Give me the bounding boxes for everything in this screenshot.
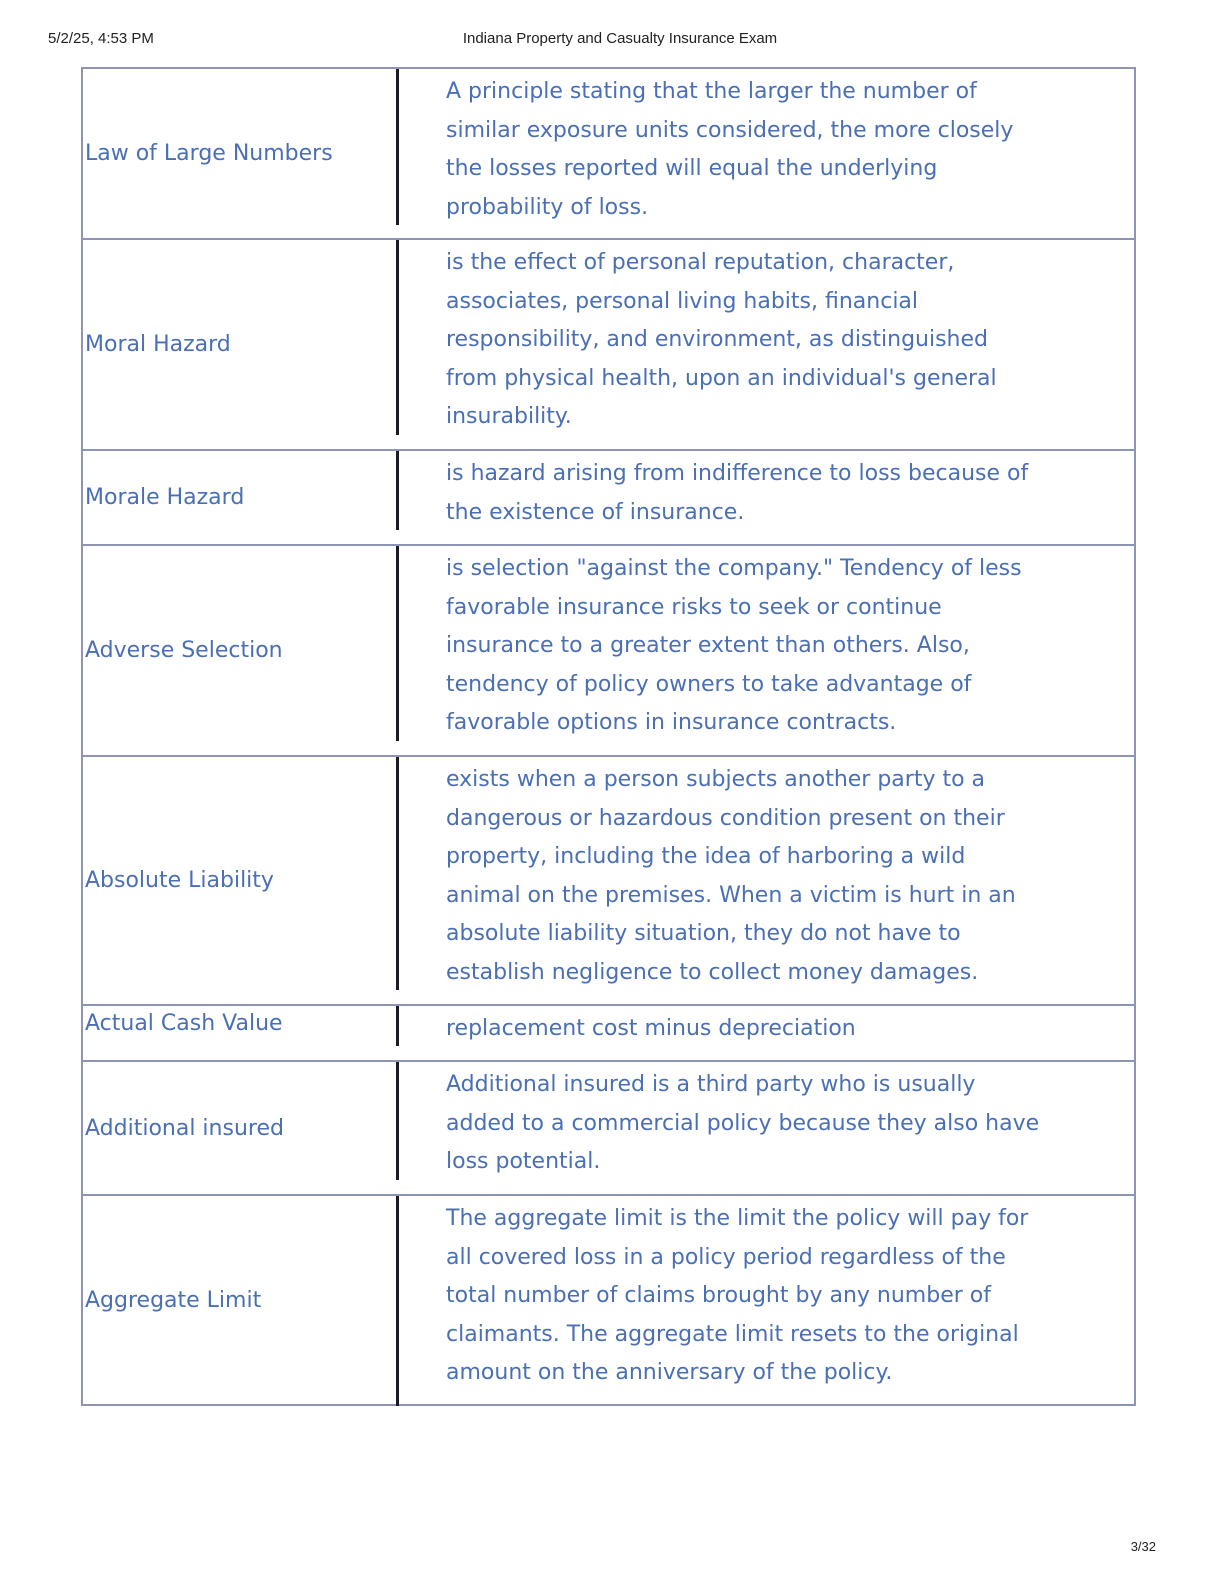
flashcard-definition: A principle stating that the larger the number of similar exposure units considered, the more closely the losses reported will equal the underlying probability of loss. — [446, 79, 1014, 220]
flashcard-definition: Additional insured is a third party who is usually added to a commercial policy because they also have loss potential. — [446, 1072, 1040, 1175]
page-number: 3/32 — [1130, 1539, 1156, 1554]
flashcard-divider — [396, 757, 399, 990]
flashcard-divider — [396, 1062, 399, 1180]
flashcard-definition: is selection "against the company." Tendency of less favorable insurance risks to seek or continue insurance to a greater extent than others. Also, tendency of policy owners to take advantage of favorable options in insurance contracts. — [446, 556, 1022, 736]
flashcard-term: Adverse Selection — [85, 638, 283, 663]
flashcard-divider — [396, 69, 399, 225]
flashcard-term: Actual Cash Value — [85, 1011, 283, 1036]
flashcard-divider — [396, 451, 399, 530]
flashcard-definition: replacement cost minus depreciation — [446, 1016, 856, 1041]
flashcard — [81, 544, 1136, 757]
flashcard — [81, 1060, 1136, 1196]
flashcard-definition: is the effect of personal reputation, character, associates, personal living habits, financial responsibility, and environment, as distinguished from physical health, upon an individual's general insurability. — [446, 250, 997, 430]
document-title: Indiana Property and Casualty Insurance Exam — [462, 30, 778, 47]
flashcard — [81, 1194, 1136, 1406]
flashcard — [81, 1004, 1136, 1062]
flashcard-term: Moral Hazard — [85, 332, 231, 357]
flashcard-divider — [396, 1196, 399, 1406]
flashcard-definition: is hazard arising from indifference to loss because of the existence of insurance. — [446, 461, 1029, 525]
flashcard-divider — [396, 1006, 399, 1046]
flashcard-term: Morale Hazard — [85, 485, 245, 510]
flashcard-definition: exists when a person subjects another party to a dangerous or hazardous condition present on their property, including the idea of harboring a wild animal on the premises. When a victim is hurt in an absolute liability situation, they do not have to establish negligence to collect money damages. — [446, 767, 1016, 985]
flashcard — [81, 755, 1136, 1006]
print-datetime: 5/2/25, 4:53 PM — [48, 30, 154, 47]
flashcard-term: Aggregate Limit — [85, 1287, 262, 1313]
flashcard-term: Absolute Liability — [85, 868, 274, 893]
flashcard-definition: The aggregate limit is the limit the policy will pay for all covered loss in a policy period regardless of the total number of claims brought by any number of claimants. The aggregate limit resets to the original amount on the anniversary of the policy. — [446, 1206, 1029, 1386]
flashcard-term: Law of Large Numbers — [85, 141, 333, 166]
flashcard — [81, 67, 1136, 240]
flashcard-divider — [396, 546, 399, 741]
flashcard — [81, 449, 1136, 546]
flashcard — [81, 238, 1136, 451]
flashcard-divider — [396, 240, 399, 435]
flashcard-term: Additional insured — [85, 1115, 284, 1141]
